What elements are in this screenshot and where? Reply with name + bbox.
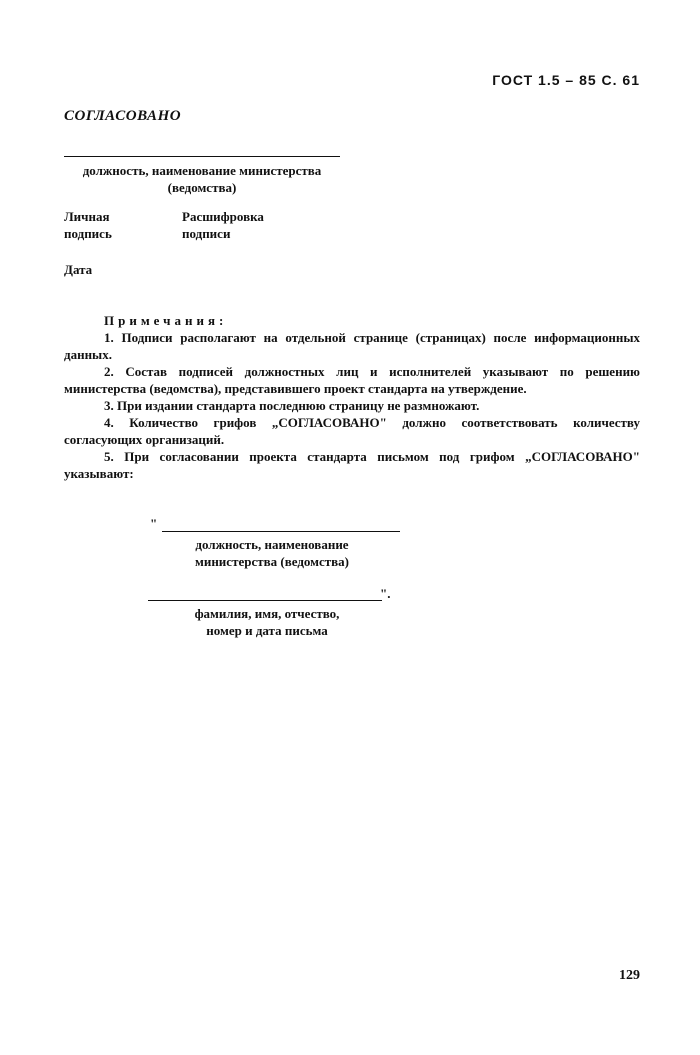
letter-caption2-line2: номер и дата письма [206,623,328,638]
note-item: 2. Состав подписей должностных лиц и исполнителей указывают по решению министерства (ведомства), представившего проект стандарта на утверждение. [64,364,640,396]
letter-caption1-line1: должность, наименование [195,537,349,552]
notes-title: Примечания: [104,313,228,328]
letter-caption1-line2: министерства (ведомства) [194,554,350,569]
note-item: 3. При издании стандарта последнюю страницу не размножают. [104,398,480,413]
letter-position-line [162,531,400,532]
position-caption-line1: должность, наименование министерства [82,163,322,178]
notes-section [64,312,640,482]
signature-line [64,156,340,157]
note-item: 1. Подписи располагают на отдельной странице (страницах) после информационных данных. [64,330,640,362]
letter-caption2-line1: фамилия, имя, отчество, [194,606,340,621]
letter-name-line [148,600,382,601]
decode-label-line2: подписи [182,226,231,241]
approval-title: СОГЛАСОВАНО [64,108,182,124]
signature-decode-label [182,208,264,242]
personal-label-line1: Личная [64,209,110,224]
position-caption [64,162,340,196]
letter-name-caption [152,605,382,639]
personal-label-line2: подпись [64,226,112,241]
date-label: Дата [64,262,93,277]
open-quote: " [150,516,158,531]
close-quote: ". [380,586,391,601]
page-number: 129 [619,968,640,983]
letter-position-caption [162,536,382,570]
note-item: 4. Количество грифов „СОГЛАСОВАНО" должно соответствовать количеству согласующих организаций. [64,415,640,447]
note-item: 5. При согласовании проекта стандарта письмом под грифом „СОГЛАСОВАНО" указывают: [64,449,640,481]
decode-label-line1: Расшифровка [182,209,264,224]
standard-header: ГОСТ 1.5 – 85 С. 61 [492,72,640,88]
position-caption-line2: (ведомства) [167,180,237,195]
personal-signature-label [64,208,112,242]
